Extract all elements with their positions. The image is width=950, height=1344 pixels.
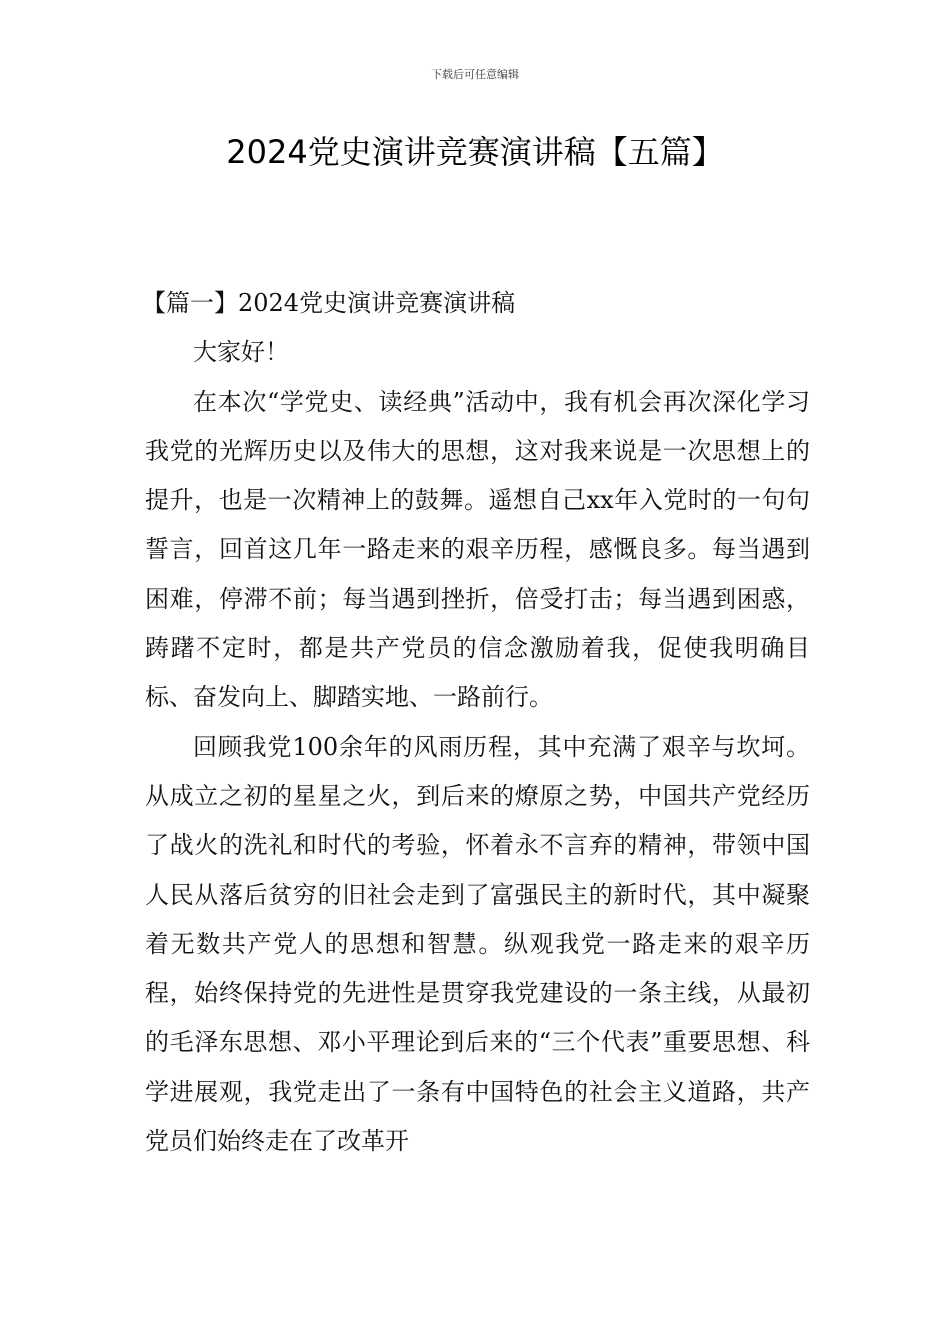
- section-heading: 【篇一】2024党史演讲竞赛演讲稿: [142, 289, 516, 317]
- paragraph-2: 回顾我党100余年的风雨历程，其中充满了艰辛与坎坷。从成立之初的星星之火，到后来的燎原之势，中国共产党经历了战火的洗礼和时代的考验，怀着永不言弃的精神，带领中国人民从落后贫穷的旧社会走到了富强民主的新时代，其中凝聚着无数共产党人的思想和智慧。纵观我党一路走来的艰辛历程，始终保持党的先进性是贯穿我党建设的一条主线，从最初的毛泽东思想、邓小平理论到后来的“三个代表”重要思想、科学进展观，我党走出了一条有中国特色的社会主义道路，共产党员们始终走在了改革开: [145, 732, 810, 1156]
- paragraph-1: 在本次“学党史、读经典”活动中，我有机会再次深化学习我党的光辉历史以及伟大的思想，这对我来说是一次思想上的提升，也是一次精神上的鼓舞。遥想自己xx年入党时的一句句誓言，回首这几年一路走来的艰辛历程，感慨良多。每当遇到困难，停滞不前；每当遇到挫折，倍受打击；每当遇到困惑，踌躇不定时，都是共产党员的信念激励着我，促使我明确目标、奋发向上、脚踏实地、一路前行。: [145, 387, 810, 712]
- greeting: 大家好！: [193, 338, 289, 367]
- header-note: 下载后可任意编辑: [431, 68, 519, 81]
- document-body: [142, 279, 810, 1166]
- document-title: 2024党史演讲竞赛演讲稿【五篇】: [226, 133, 724, 171]
